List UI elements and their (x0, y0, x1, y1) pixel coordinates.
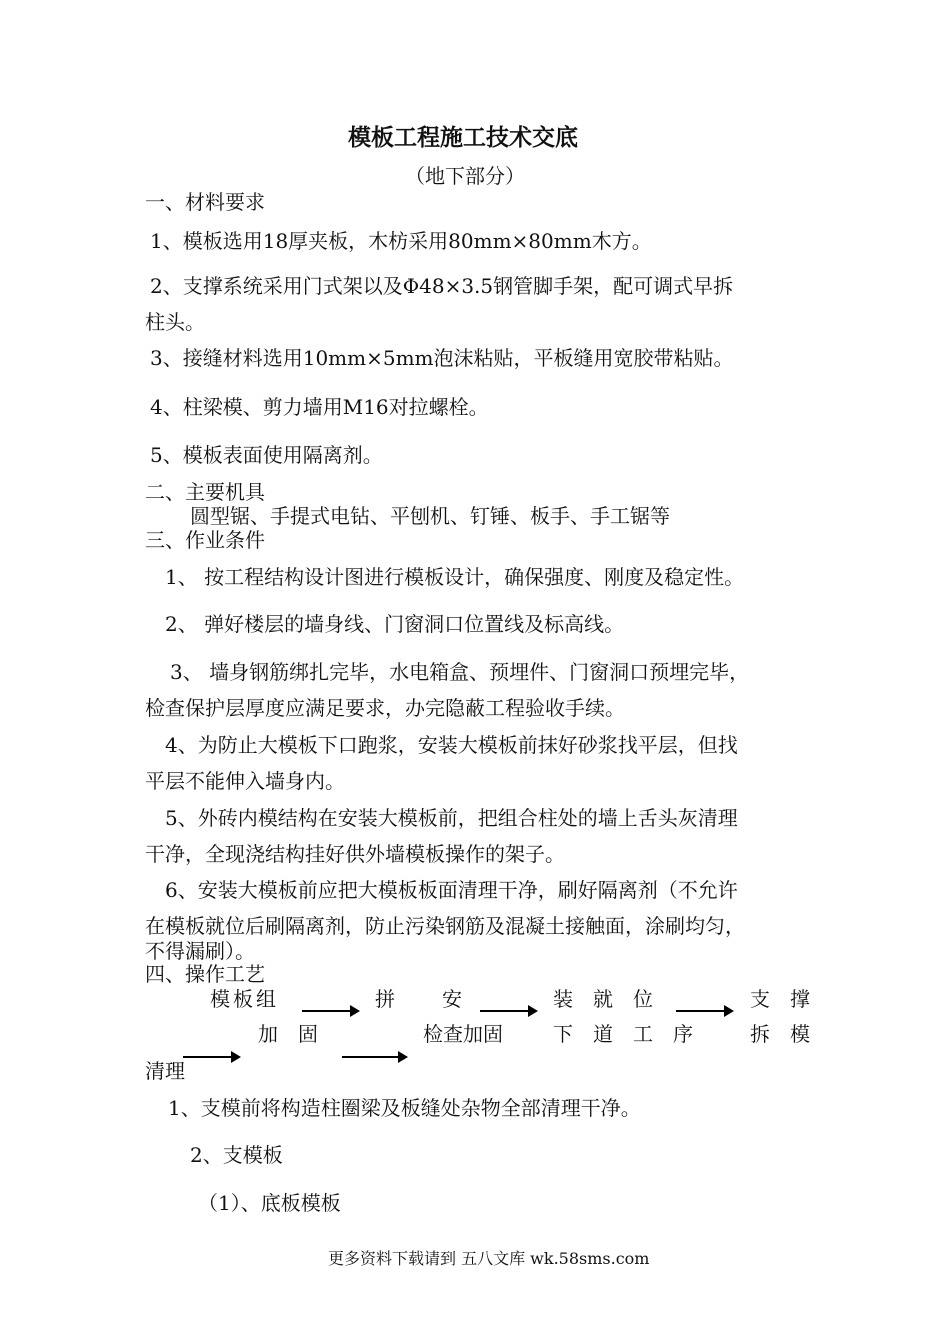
paragraph: 2、支模板 (190, 1143, 283, 1167)
flow-step: 下 道 工 序 (553, 1022, 693, 1046)
paragraph: 3、接缝材料选用10mm×5mm泡沫粘贴，平板缝用宽胶带粘贴。 (150, 346, 734, 370)
paragraph: 4、柱梁模、剪力墙用M16对拉螺栓。 (150, 395, 489, 419)
section-heading-conditions: 三、作业条件 (145, 528, 265, 552)
paragraph: 4、为防止大模板下口跑浆，安装大模板前抹好砂浆找平层，但找 (165, 733, 738, 757)
section-heading-materials: 一、材料要求 (145, 190, 265, 214)
flow-step: 加 固 (258, 1022, 318, 1046)
flow-step: 支 撑 (750, 987, 810, 1011)
paragraph: 干净，全现浇结构挂好供外墙模板操作的架子。 (145, 842, 565, 866)
paragraph: 平层不能伸入墙身内。 (145, 769, 345, 793)
paragraph: 1、模板选用18厚夹板，木枋采用80mm×80mm木方。 (150, 229, 652, 253)
paragraph: 2、支撑系统采用门式架以及Φ48×3.5钢管脚手架，配可调式早拆 (150, 274, 734, 298)
paragraph: 5、模板表面使用隔离剂。 (150, 443, 383, 467)
paragraph: 3、 墙身钢筋绑扎完毕，水电箱盒、预埋件、门窗洞口预埋完毕， (170, 660, 750, 684)
paragraph: 1、支模前将构造柱圈梁及板缝处杂物全部清理干净。 (168, 1096, 641, 1120)
paragraph: （1）、底板模板 (198, 1191, 341, 1215)
section-heading-tools: 二、主要机具 (145, 480, 265, 504)
paragraph: 圆型锯、手提式电钻、平刨机、钉锤、板手、手工锯等 (190, 504, 670, 528)
flow-step: 清理 (145, 1059, 185, 1083)
arrow-icon (480, 1010, 536, 1012)
arrow-icon (183, 1056, 239, 1058)
paragraph: 检查保护层厚度应满足要求，办完隐蔽工程验收手续。 (145, 696, 625, 720)
paragraph: 6、安装大模板前应把大模板板面清理干净，刷好隔离剂（不允许 (165, 878, 738, 902)
flow-step: 安 (442, 987, 462, 1011)
paragraph: 柱头。 (145, 310, 205, 334)
document-title: 模板工程施工技术交底 (348, 124, 578, 151)
document-subtitle: （地下部分） (405, 164, 525, 188)
paragraph: 1、 按工程结构设计图进行模板设计，确保强度、刚度及稳定性。 (165, 565, 745, 589)
arrow-icon (342, 1056, 406, 1058)
flow-step: 检查加固 (423, 1022, 503, 1046)
paragraph: 2、 弹好楼层的墙身线、门窗洞口位置线及标高线。 (165, 612, 625, 636)
arrow-icon (302, 1010, 358, 1012)
flow-step: 拆 模 (750, 1022, 810, 1046)
paragraph: 不得漏刷）。 (145, 939, 255, 963)
section-heading-process: 四、操作工艺 (145, 962, 265, 986)
flow-step: 模板组 (210, 987, 279, 1011)
footer-note: 更多资料下载请到 五八文库 wk.58sms.com (328, 1249, 650, 1268)
paragraph: 5、外砖内模结构在安装大模板前，把组合柱处的墙上舌头灰清理 (165, 806, 738, 830)
flow-step: 拼 (375, 987, 395, 1011)
flow-step: 装 就 位 (553, 987, 653, 1011)
paragraph: 在模板就位后刷隔离剂，防止污染钢筋及混凝土接触面，涂刷均匀， (145, 914, 745, 938)
arrow-icon (676, 1010, 732, 1012)
